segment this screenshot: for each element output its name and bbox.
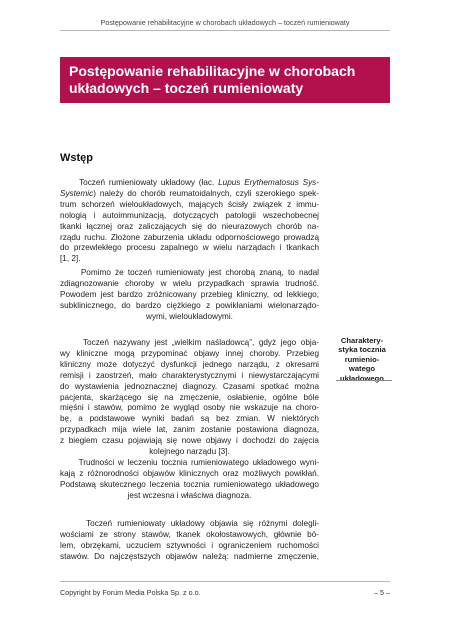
paragraph-line: rządu ruchu. Złożone zaburzenia układu odpornościowego prowadzą [60, 232, 319, 242]
paragraph-line: Toczeń nazywany jest „wielkim naśladowcą”, gdyż jego obja- [82, 338, 319, 347]
paragraph-line: lem, obrzękami, uczuciem sztywności i ograniczeniem ruchomości [60, 540, 319, 550]
paragraph-line: Trudności w leczeniu tocznia rumieniowatego układowego wyni- [78, 458, 320, 467]
paragraph-line: Pomimo że toczeń rumieniowaty jest chorobą znaną, to nadal [80, 268, 319, 277]
header-divider [60, 30, 390, 31]
paragraph-line: Systemic) należy do chorób reumatoidalnych, czyli szerokiego spek- [60, 188, 319, 198]
margin-note-line: watego [348, 364, 376, 374]
paragraph-1 [60, 178, 319, 265]
margin-note-line: Charaktery- [340, 336, 384, 345]
margin-note-line: rumienio- [344, 354, 380, 364]
paragraph-line: przypadkach mija wiele lat, zanim zostanie postawiona diagnoza, [60, 425, 319, 435]
paragraph-3 [60, 338, 319, 458]
paragraph-line: wymi, wieloukładowymi. [146, 311, 233, 321]
paragraph-line: pacjenta, skarżącego się na zmęczenie, osłabienie, ogólne bóle [60, 392, 319, 402]
paragraph-line: wościami ze strony stawów, tkanek okołostawowych, głównie bó- [60, 529, 319, 539]
footer-divider [60, 581, 390, 582]
paragraph-line: kolejnego narządu [3]. [149, 447, 230, 457]
paragraph-line: do przewlekłego procesu zapalnego w wielu narządach i tkankach [60, 243, 319, 253]
page-number: – 5 – [374, 588, 390, 597]
paragraph-line: subklinicznego, do bardzo ciężkiego z powikłaniami wielonarządo- [60, 300, 319, 310]
chapter-title-box [60, 57, 390, 103]
section-heading: Wstęp [60, 152, 93, 164]
paragraph-line: jest wczesna i właściwa diagnoza. [127, 490, 252, 500]
margin-note-line: układowego [340, 373, 384, 383]
paragraph-line: trum schorzeń wieloukładowych, mających ścisły związek z immu- [60, 199, 319, 209]
paragraph-line: z biegiem czasu pojawiają się nowe objawy i dochodzi do zajęcia [60, 436, 319, 446]
margin-note [333, 336, 391, 383]
paragraph-5 [60, 519, 319, 563]
paragraph-line: kają z różnorodności objawów klinicznych oraz możliwych powikłań. [60, 468, 319, 478]
paragraph-line: Toczeń rumieniowaty układowy objawia się różnymi dolegli- [86, 519, 319, 528]
paragraph-2 [60, 268, 319, 323]
paragraph-line: zdiagnozowanie choroby w wielu przypadkach sprawia trudność. [60, 278, 319, 288]
paragraph-line: remisji i zaostrzeń, mało charakterystycznymi i niewystarczającymi [60, 370, 319, 380]
margin-note-line: styka tocznia [338, 345, 386, 355]
paragraph-line: tkanki łącznej oraz zaliczających się do nieurazowych chorób na- [60, 221, 319, 231]
paragraph-line: wy kliniczne mogą przypominać objawy innej choroby. Przebieg [60, 348, 319, 358]
margin-note-divider [336, 380, 392, 381]
paragraph-4 [60, 458, 319, 502]
paragraph-line: stawów. Do najczęstszych objawów należą: nadmierne zmęczenie, [60, 551, 319, 561]
paragraph-line: kliniczny może dotyczyć dysfunkcji jednego narządu, z okresami [60, 359, 319, 369]
chapter-title-line-2: układowych – toczeń rumieniowaty [69, 80, 304, 96]
paragraph-line: mięśni i stawów, pomimo że wygląd osoby nie wskazuje na choro- [60, 403, 319, 413]
running-header: Postępowanie rehabilitacyjne w chorobach układowych – toczeń rumieniowaty [100, 18, 350, 27]
paragraph-line: bę, a podstawowe wyniki badań są bez zmian. W niektórych [60, 414, 319, 424]
paragraph-line: nologią i autoimmunizacją, dotyczących patologii wszechobecnej [60, 210, 319, 220]
latin-term: Lupus Erythematosus Sys- [218, 178, 320, 187]
paragraph-line: Toczeń rumieniowaty układowy (łac. Lupus Erythematosus Sys- [79, 178, 320, 187]
paragraph-line: Powodem jest bardzo zróżnicowany przebieg kliniczny, od lekkiego, [60, 289, 319, 299]
paragraph-line: [1, 2]. [60, 254, 81, 264]
paragraph-line: do wystawienia jednoznacznej diagnozy. Czasami spotkać można [60, 381, 319, 391]
paragraph-line: Podstawą skutecznego leczenia tocznia rumieniowatego układowego [60, 479, 319, 489]
chapter-title-line-1: Postępowanie rehabilitacyjne w chorobach [69, 63, 356, 79]
footer-copyright: Copyright by Forum Media Polska Sp. z o.o. [60, 588, 201, 597]
